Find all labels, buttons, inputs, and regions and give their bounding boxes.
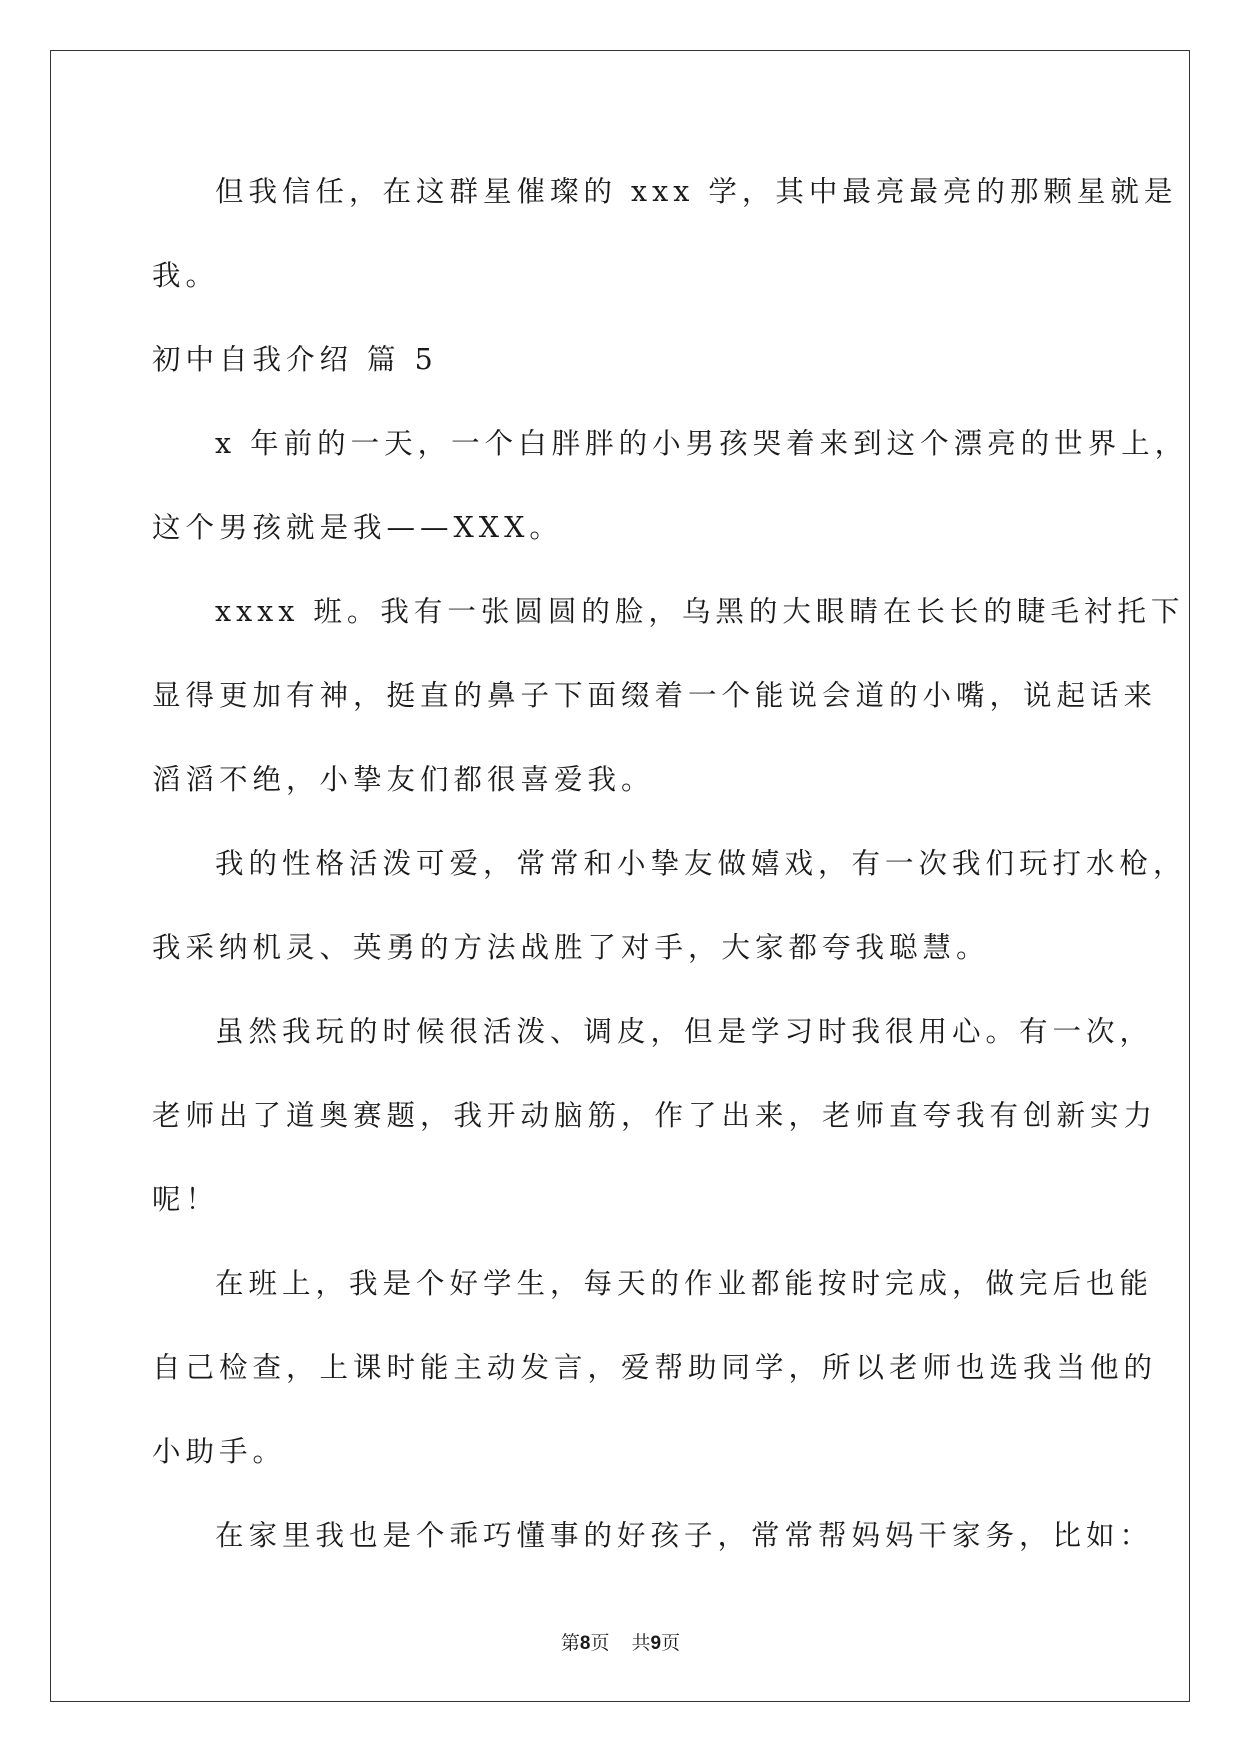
paragraph-line: 小助手。 bbox=[152, 1435, 287, 1468]
paragraph-line: 虽然我玩的时候很活泼、调皮，但是学习时我很用心。有一次， bbox=[215, 1015, 1154, 1048]
paragraph-line: 我。 bbox=[152, 259, 220, 292]
section-heading: 初中自我介绍 篇 5 bbox=[152, 343, 438, 376]
paragraph-line: 我的性格活泼可爱，常常和小挚友做嬉戏，有一次我们玩打水枪， bbox=[215, 847, 1187, 880]
paragraph-line: 自己检查，上课时能主动发言，爱帮助同学，所以老师也选我当他的 bbox=[152, 1351, 1158, 1384]
document-body bbox=[152, 162, 1189, 1590]
footer-total-prefix: 共 bbox=[631, 1632, 651, 1654]
footer-page-prefix: 第 bbox=[560, 1632, 580, 1654]
paragraph-line: 在班上，我是个好学生，每天的作业都能按时完成，做完后也能 bbox=[215, 1267, 1154, 1300]
footer-total-unit: 页 bbox=[661, 1632, 681, 1654]
paragraph-line: 显得更加有神，挺直的鼻子下面缀着一个能说会道的小嘴，说起话来 bbox=[152, 679, 1158, 712]
paragraph-line: 这个男孩就是我——XXX。 bbox=[152, 511, 563, 544]
footer-page-unit: 页 bbox=[590, 1632, 610, 1654]
page-footer bbox=[0, 1628, 1241, 1655]
footer-total-pages: 9 bbox=[650, 1633, 662, 1654]
paragraph-line: 但我信任，在这群星催璨的 xxx 学，其中最亮最亮的那颗星就是 bbox=[215, 175, 1178, 208]
paragraph-line: 滔滔不绝，小挚友们都很喜爱我。 bbox=[152, 763, 655, 796]
paragraph-line: 在家里我也是个乖巧懂事的好孩子，常常帮妈妈干家务，比如： bbox=[215, 1519, 1154, 1552]
paragraph-line: 我采纳机灵、英勇的方法战胜了对手，大家都夸我聪慧。 bbox=[152, 931, 990, 964]
paragraph-line: 老师出了道奥赛题，我开动脑筋，作了出来，老师直夸我有创新实力 bbox=[152, 1099, 1158, 1132]
paragraph-line: x 年前的一天，一个白胖胖的小男孩哭着来到这个漂亮的世界上， bbox=[215, 427, 1189, 460]
paragraph-line: xxxx 班。我有一张圆圆的脸，乌黑的大眼睛在长长的睫毛衬托下 bbox=[215, 595, 1185, 628]
paragraph-line: 呢！ bbox=[152, 1183, 220, 1216]
footer-current-page: 8 bbox=[579, 1633, 591, 1654]
